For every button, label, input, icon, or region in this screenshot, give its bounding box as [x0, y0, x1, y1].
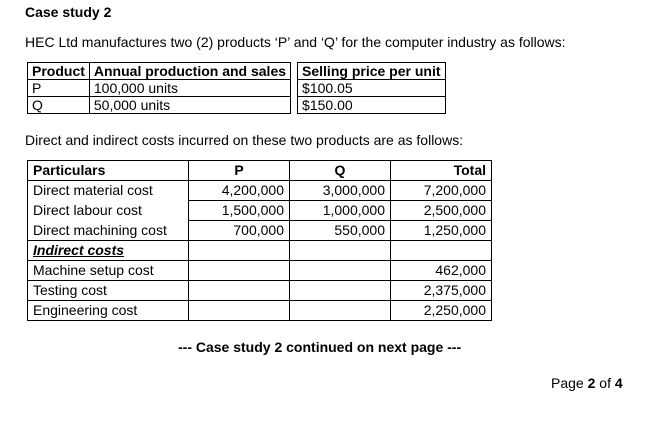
table-row	[28, 301, 492, 321]
indirect-costs-label: Indirect costs	[28, 241, 189, 261]
page-current: 2	[587, 375, 596, 391]
table-row	[28, 201, 492, 221]
total-cell: 1,250,000	[391, 221, 492, 241]
production-cell: 50,000 units	[89, 97, 290, 114]
costs-table-header	[28, 161, 492, 181]
q-cell	[290, 301, 391, 321]
particulars-cell: Direct material cost	[28, 181, 189, 201]
q-cell: 550,000	[290, 221, 391, 241]
q-cell: 1,000,000	[290, 201, 391, 221]
page-total: 4	[614, 375, 623, 391]
p-cell: 700,000	[189, 221, 290, 241]
p-cell: 1,500,000	[189, 201, 290, 221]
p-cell	[189, 281, 290, 301]
particulars-cell: Engineering cost	[28, 301, 189, 321]
products-table-header	[28, 63, 446, 80]
intro-paragraph: HEC Ltd manufactures two (2) products ‘P’ and ‘Q’ for the computer industry as follows:	[25, 34, 566, 50]
header-q: Q	[290, 161, 391, 181]
header-particulars: Particulars	[28, 161, 189, 181]
total-cell: 2,500,000	[391, 201, 492, 221]
table-row	[28, 181, 492, 201]
production-cell: 100,000 units	[89, 80, 290, 97]
total-cell: 7,200,000	[391, 181, 492, 201]
product-cell: P	[28, 80, 90, 97]
p-cell	[189, 301, 290, 321]
page-prefix: Page	[551, 375, 588, 391]
price-cell: $150.00	[298, 97, 445, 114]
header-total: Total	[391, 161, 492, 181]
table-row	[28, 261, 492, 281]
q-cell	[290, 261, 391, 281]
page-of: of	[595, 375, 615, 391]
table-row-indirect-costs	[28, 241, 492, 261]
total-cell	[391, 241, 492, 261]
continued-note: --- Case study 2 continued on next page ---	[178, 339, 462, 355]
p-cell	[189, 241, 290, 261]
price-cell: $100.05	[298, 80, 445, 97]
header-annual-production: Annual production and sales	[89, 63, 290, 80]
particulars-cell: Direct labour cost	[28, 201, 189, 221]
costs-intro-paragraph: Direct and indirect costs incurred on these two products are as follows:	[25, 132, 464, 148]
particulars-cell: Direct machining cost	[28, 221, 189, 241]
page-footer	[551, 375, 623, 391]
table-row	[28, 97, 446, 114]
total-cell: 2,250,000	[391, 301, 492, 321]
q-cell	[290, 241, 391, 261]
products-table	[27, 62, 446, 114]
total-cell: 462,000	[391, 261, 492, 281]
table-row	[28, 221, 492, 241]
case-study-heading: Case study 2	[25, 4, 112, 20]
header-selling-price: Selling price per unit	[298, 63, 445, 80]
particulars-cell: Testing cost	[28, 281, 189, 301]
q-cell: 3,000,000	[290, 181, 391, 201]
header-product: Product	[28, 63, 90, 80]
table-row	[28, 281, 492, 301]
header-p: P	[189, 161, 290, 181]
costs-table	[27, 160, 492, 321]
table-row	[28, 80, 446, 97]
total-cell: 2,375,000	[391, 281, 492, 301]
p-cell	[189, 261, 290, 281]
q-cell	[290, 281, 391, 301]
particulars-cell: Machine setup cost	[28, 261, 189, 281]
product-cell: Q	[28, 97, 90, 114]
p-cell: 4,200,000	[189, 181, 290, 201]
